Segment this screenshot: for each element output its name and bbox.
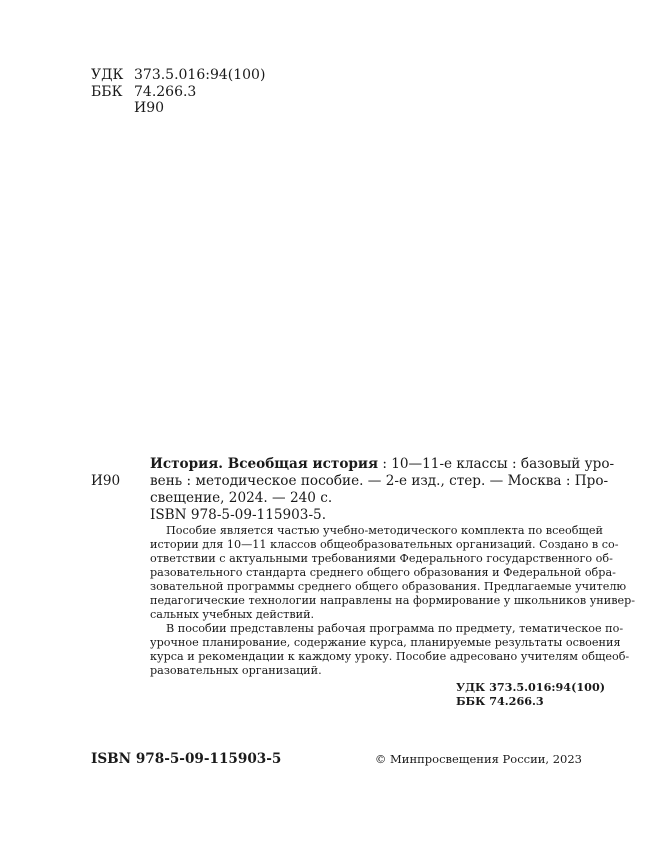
entry-author-mark: И90 [91, 473, 121, 489]
entry-line: свещение, 2024. — 240 с. [150, 490, 333, 506]
bbk-code: 74.266.3 [134, 84, 197, 100]
udk-label: УДК [91, 67, 124, 83]
annotation-line: зовательной программы среднего общего образования. Предлагаемые учителю [150, 580, 627, 593]
entry-line: История. Всеобщая история : 10—11-е классы : базовый уро- [150, 456, 615, 472]
annotation-line: сальных учебных действий. [150, 608, 315, 621]
annotation-line: разовательного стандарта среднего общего образования и Федеральной обра- [150, 566, 616, 579]
annotation-bbk: ББК 74.266.3 [456, 694, 544, 708]
annotation-line: разовательных организаций. [150, 664, 322, 677]
copyright: © Минпросвещения России, 2023 [374, 752, 582, 766]
footer-isbn: ISBN 978-5-09-115903-5 [91, 751, 282, 767]
entry-line: вень : методическое пособие. — 2-е изд., стер. — Москва : Про- [150, 473, 609, 489]
annotation-udk: УДК 373.5.016:94(100) [456, 680, 606, 694]
annotation-line: В пособии представлены рабочая программа по предмету, тематическое по- [166, 622, 624, 635]
annotation-line: истории для 10—11 классов общеобразовательных организаций. Создано в со- [150, 538, 619, 551]
annotation-line: урочное планирование, содержание курса, планируемые результаты освоения [150, 636, 621, 649]
annotation-line: педагогические технологии направлены на формирование у школьников универ- [150, 594, 636, 607]
bbk-label: ББК [91, 84, 123, 100]
annotation-line: Пособие является частью учебно-методического комплекта по всеобщей [166, 524, 603, 537]
udk-code: 373.5.016:94(100) [134, 67, 266, 83]
book-title: История. Всеобщая история [150, 456, 379, 472]
annotation-line: ответствии с актуальными требованиями Федерального государственного об- [150, 552, 613, 565]
entry-isbn: ISBN 978-5-09-115903-5. [150, 507, 327, 523]
author-mark: И90 [134, 100, 165, 116]
annotation-line: курса и рекомендации к каждому уроку. Пособие адресовано учителям общеоб- [150, 650, 630, 663]
